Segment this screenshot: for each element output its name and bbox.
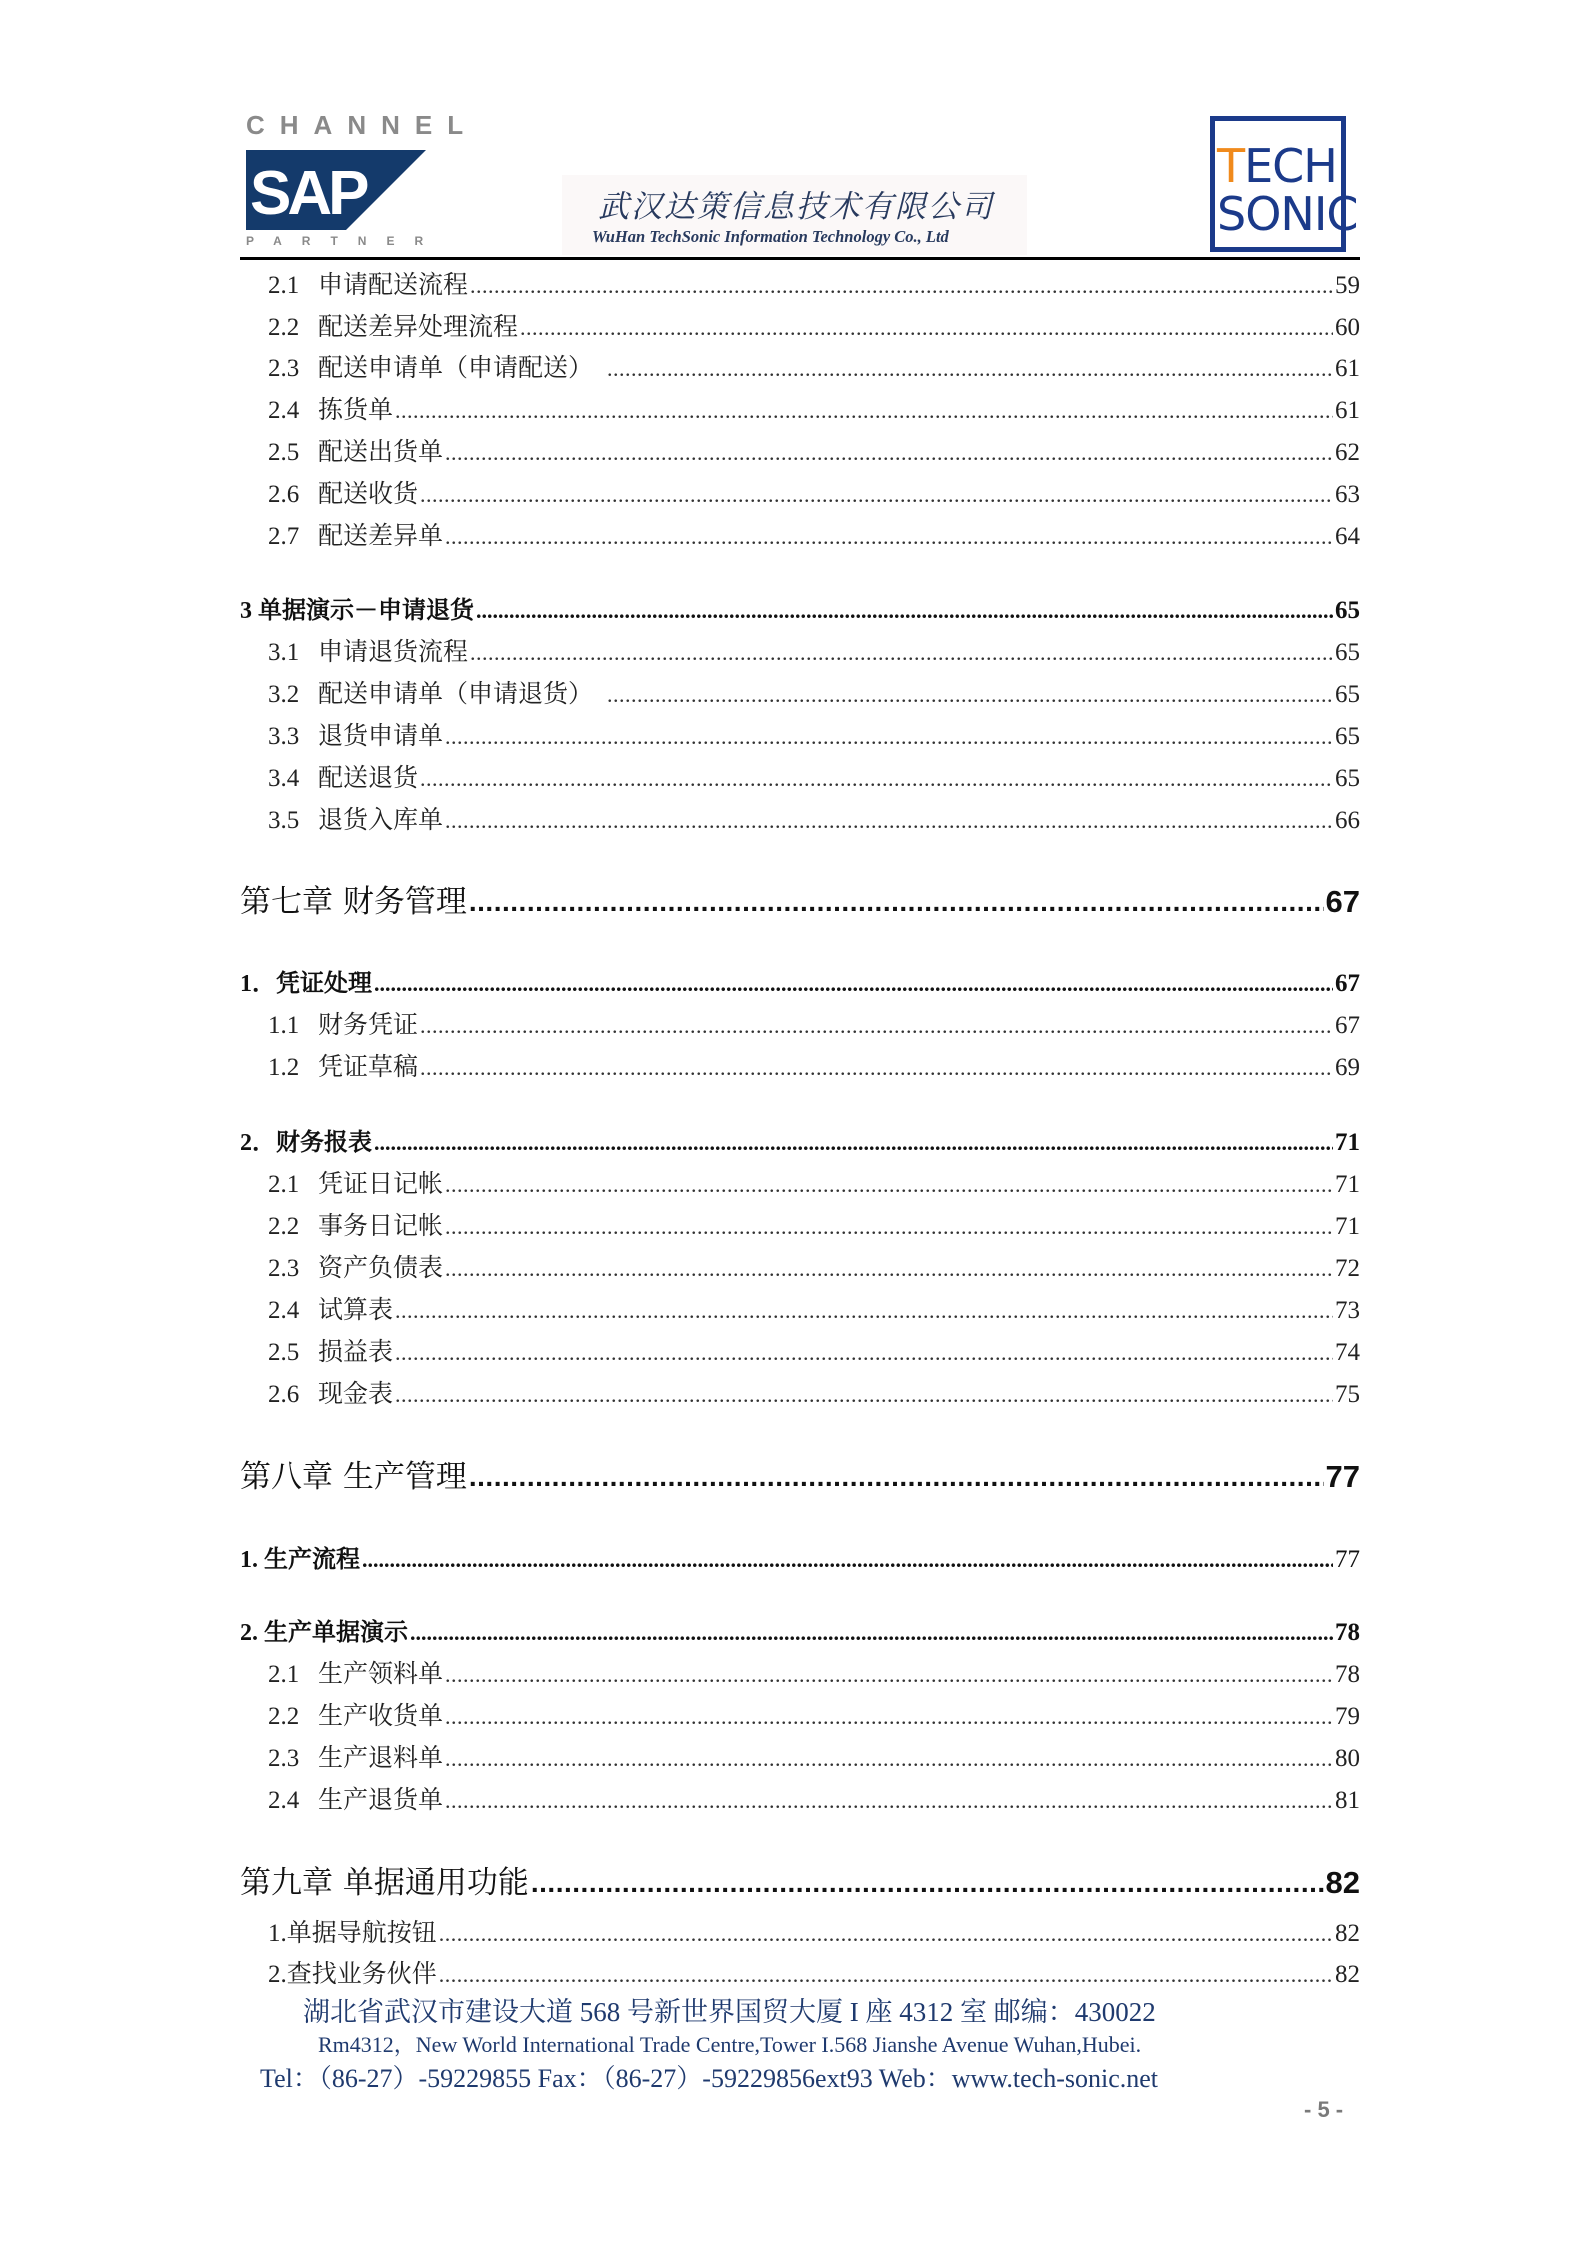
toc-chapter-page: 77 <box>1325 1459 1360 1494</box>
toc-entry-title: 拣货单 <box>318 397 394 424</box>
toc-leader-dots <box>476 595 1333 627</box>
toc-entry-title: 申请配送流程 <box>318 272 469 299</box>
toc-entry[interactable] <box>240 1651 1360 1691</box>
toc-section-page: 67 <box>1335 970 1360 997</box>
toc-entry[interactable] <box>240 1044 1360 1084</box>
toc-section-title: 1．凭证处理 <box>240 971 372 997</box>
toc-leader-dots <box>607 679 1333 711</box>
toc-leader-dots <box>445 1659 1333 1691</box>
toc-leader-dots <box>445 1211 1333 1243</box>
toc-entry-page: 64 <box>1335 523 1360 550</box>
toc-leader-dots <box>395 1379 1333 1411</box>
toc-entry-number: 2.5 <box>268 1339 300 1366</box>
toc-entry[interactable] <box>240 1002 1360 1042</box>
toc-entry-title: 退货入库单 <box>318 807 444 834</box>
toc-section-heading[interactable] <box>240 960 1360 1000</box>
techsonic-logo-line1-rest: ECH <box>1244 139 1337 193</box>
toc-entry[interactable] <box>240 429 1360 469</box>
toc-leader-dots <box>395 1295 1333 1327</box>
toc-entry-number: 3.4 <box>268 765 300 792</box>
toc-entry-number: 3.2 <box>268 681 300 708</box>
toc-entry-title: 配送退货 <box>318 765 419 792</box>
toc-leader-dots <box>470 637 1333 669</box>
toc-entry-number: 2.2 <box>268 314 300 341</box>
svg-text:SAP: SAP <box>250 159 366 228</box>
toc-entry-number: 1.1 <box>268 1012 300 1039</box>
toc-entry-page: 71 <box>1335 1213 1360 1240</box>
footer-address-en: Rm4312，New World International Trade Centre,Tower I.568 Jianshe Avenue Wuhan,Hubei. <box>318 2032 1142 2057</box>
toc-leader-dots <box>445 721 1333 753</box>
techsonic-logo <box>1210 116 1358 252</box>
toc-leader-dots <box>445 437 1333 469</box>
techsonic-logo-line2: SONIC <box>1217 187 1358 241</box>
toc-entry-title: 退货申请单 <box>318 723 444 750</box>
toc-entry-title: 损益表 <box>318 1339 394 1366</box>
toc-entry-title: 配送差异单 <box>318 523 444 550</box>
toc-entry-page: 73 <box>1335 1297 1360 1324</box>
toc-entry[interactable] <box>240 1245 1360 1285</box>
toc-entry-number: 2.1 <box>268 1171 300 1198</box>
toc-entry[interactable] <box>240 304 1360 344</box>
toc-section-title: 1. 生产流程 <box>240 1547 360 1573</box>
toc-leader-dots <box>445 1701 1333 1733</box>
toc-entry[interactable] <box>240 345 1360 385</box>
toc-chapter-page: 82 <box>1325 1865 1360 1900</box>
toc-entry-number: 2.2 <box>268 1703 300 1730</box>
toc-entry-page: 61 <box>1335 355 1360 382</box>
toc-chapter-title: 第九章 单据通用功能 <box>240 1865 529 1901</box>
toc-entry-title: 配送申请单（申请配送） <box>318 355 594 382</box>
toc-entry[interactable] <box>240 1371 1360 1411</box>
toc-leader-dots <box>420 479 1333 511</box>
toc-leader-dots <box>362 1544 1333 1576</box>
toc-entry-number: 3.3 <box>268 723 300 750</box>
toc-entry-title: 申请退货流程 <box>318 639 469 666</box>
toc-leader-dots <box>439 1918 1333 1950</box>
toc-leader-dots <box>410 1617 1333 1649</box>
toc-entry-number: 2.7 <box>268 523 300 550</box>
toc-section-page: 77 <box>1335 1546 1360 1573</box>
toc-entry-number: 3.5 <box>268 807 300 834</box>
toc-entry-page: 65 <box>1335 765 1360 792</box>
toc-entry-page: 65 <box>1335 681 1360 708</box>
toc-entry[interactable] <box>240 1287 1360 1327</box>
toc-leader-dots <box>531 1863 1324 1903</box>
toc-entry-page: 69 <box>1335 1054 1360 1081</box>
toc-section-heading[interactable] <box>240 587 1360 627</box>
toc-entry-page: 66 <box>1335 807 1360 834</box>
toc-chapter-page: 67 <box>1325 884 1360 919</box>
toc-entry-title: 生产退料单 <box>318 1745 444 1772</box>
toc-entry-number: 2.4 <box>268 1297 300 1324</box>
toc-entry-page: 71 <box>1335 1171 1360 1198</box>
toc-entry-title: 财务凭证 <box>318 1012 419 1039</box>
toc-leader-dots <box>445 1253 1333 1285</box>
toc-leader-dots <box>439 1959 1333 1991</box>
toc-entry-number: 2.6 <box>268 481 300 508</box>
toc-entry-page: 65 <box>1335 723 1360 750</box>
toc-leader-dots <box>469 882 1324 922</box>
company-banner <box>562 175 1027 255</box>
toc-entry[interactable] <box>240 1910 1360 1950</box>
toc-section-heading[interactable] <box>240 1536 1360 1576</box>
sap-logo-partner-text: PARTNER <box>246 234 444 248</box>
toc-entry-page: 60 <box>1335 314 1360 341</box>
techsonic-logo-accent-letter: T <box>1217 139 1245 193</box>
toc-entry-page: 62 <box>1335 439 1360 466</box>
toc-leader-dots <box>395 1337 1333 1369</box>
toc-entry[interactable] <box>240 1161 1360 1201</box>
toc-entry-number: 2.6 <box>268 1381 300 1408</box>
toc-entry-title: 现金表 <box>318 1381 394 1408</box>
toc-entry-page: 78 <box>1335 1661 1360 1688</box>
toc-leader-dots <box>520 312 1333 344</box>
toc-chapter-title: 第八章 生产管理 <box>240 1459 467 1495</box>
toc-entry-page: 59 <box>1335 272 1360 299</box>
toc-leader-dots <box>445 1169 1333 1201</box>
toc-entry-number: 2.1 <box>268 272 300 299</box>
toc-entry[interactable] <box>240 471 1360 511</box>
toc-entry-page: 72 <box>1335 1255 1360 1282</box>
toc-entry-page: 63 <box>1335 481 1360 508</box>
toc-entry-title: 配送差异处理流程 <box>318 314 519 341</box>
toc-entry-page: 61 <box>1335 397 1360 424</box>
toc-entry-number: 3.1 <box>268 639 300 666</box>
toc-entry-title: 配送出货单 <box>318 439 444 466</box>
toc-entry-number: 1.2 <box>268 1054 300 1081</box>
toc-section-heading[interactable] <box>240 1119 1360 1159</box>
toc-entry-number: 2.2 <box>268 1213 300 1240</box>
toc-chapter-heading[interactable] <box>240 1457 1360 1497</box>
toc-entry-number: 2.3 <box>268 1255 300 1282</box>
toc-leader-dots <box>420 1010 1333 1042</box>
toc-leader-dots <box>470 270 1333 302</box>
toc-section-title: 3 单据演示－申请退货 <box>240 598 474 624</box>
toc-entry-title: 生产领料单 <box>318 1661 444 1688</box>
company-name-en: WuHan TechSonic Information Technology Co., Ltd <box>592 227 949 246</box>
toc-entry-number: 2.4 <box>268 1787 300 1814</box>
techsonic-logo-line1 <box>1217 141 1347 191</box>
footer-contact: Tel：（86-27）-59229855 Fax：（86-27）-59229856ext93 Web：www.tech-sonic.net <box>260 2064 1159 2093</box>
toc-entry[interactable] <box>240 797 1360 837</box>
toc-entry-title: 1.单据导航按钮 <box>268 1920 437 1947</box>
toc-entry-page: 82 <box>1335 1961 1360 1988</box>
toc-leader-dots <box>395 395 1333 427</box>
toc-entry[interactable] <box>240 262 1360 302</box>
toc-leader-dots <box>374 1127 1333 1159</box>
toc-entry-title: 资产负债表 <box>318 1255 444 1282</box>
toc-section-page: 78 <box>1335 1619 1360 1646</box>
toc-entry-page: 75 <box>1335 1381 1360 1408</box>
toc-entry-number: 2.3 <box>268 1745 300 1772</box>
toc-entry-title: 事务日记帐 <box>318 1213 444 1240</box>
toc-entry-title: 凭证草稿 <box>318 1054 419 1081</box>
toc-entry-page: 67 <box>1335 1012 1360 1039</box>
toc-leader-dots <box>420 763 1333 795</box>
toc-entry-page: 82 <box>1335 1920 1360 1947</box>
toc-entry-page: 74 <box>1335 1339 1360 1366</box>
toc-entry-number: 2.3 <box>268 355 300 382</box>
toc-entry[interactable] <box>240 387 1360 427</box>
toc-leader-dots <box>445 1785 1333 1817</box>
toc-chapter-heading[interactable] <box>240 882 1360 922</box>
toc-leader-dots <box>469 1457 1324 1497</box>
sap-channel-partner-logo <box>246 110 479 255</box>
toc-entry[interactable] <box>240 1329 1360 1369</box>
toc-entry[interactable] <box>240 513 1360 553</box>
sap-logo-icon <box>246 150 426 230</box>
toc-leader-dots <box>445 521 1333 553</box>
toc-entry-title: 试算表 <box>318 1297 394 1324</box>
sap-logo-channel-text: CHANNEL <box>246 110 479 140</box>
footer-address-cn: 湖北省武汉市建设大道 568 号新世界国贸大厦 I 座 4312 室 邮编：430022 <box>303 1997 1156 2027</box>
page-number: - 5 - <box>1304 2097 1344 2122</box>
toc-section-title: 2．财务报表 <box>240 1130 372 1156</box>
toc-entry[interactable] <box>240 713 1360 753</box>
toc-entry-page: 81 <box>1335 1787 1360 1814</box>
toc-entry-number: 2.4 <box>268 397 300 424</box>
header-divider <box>240 257 1360 260</box>
toc-entry-title: 生产退货单 <box>318 1787 444 1814</box>
toc-leader-dots <box>445 805 1333 837</box>
toc-entry[interactable] <box>240 1203 1360 1243</box>
toc-section-page: 65 <box>1335 597 1360 624</box>
toc-entry[interactable] <box>240 1951 1360 1991</box>
toc-entry[interactable] <box>240 755 1360 795</box>
toc-entry[interactable] <box>240 1777 1360 1817</box>
toc-entry[interactable] <box>240 671 1360 711</box>
toc-section-heading[interactable] <box>240 1609 1360 1649</box>
toc-entry-title: 配送申请单（申请退货） <box>318 681 594 708</box>
toc-entry-page: 79 <box>1335 1703 1360 1730</box>
toc-entry[interactable] <box>240 629 1360 669</box>
toc-entry-title: 2.查找业务伙伴 <box>268 1961 437 1988</box>
toc-chapter-heading[interactable] <box>240 1863 1360 1903</box>
toc-entry-number: 2.5 <box>268 439 300 466</box>
toc-entry-page: 65 <box>1335 639 1360 666</box>
toc-leader-dots <box>420 1052 1333 1084</box>
toc-entry-title: 凭证日记帐 <box>318 1171 444 1198</box>
toc-entry-title: 配送收货 <box>318 481 419 508</box>
company-name-cn: 武汉达策信息技术有限公司 <box>598 189 994 225</box>
toc-chapter-title: 第七章 财务管理 <box>240 884 467 920</box>
toc-leader-dots <box>445 1743 1333 1775</box>
toc-entry[interactable] <box>240 1735 1360 1775</box>
toc-entry-number: 2.1 <box>268 1661 300 1688</box>
toc-section-title: 2. 生产单据演示 <box>240 1620 408 1646</box>
toc-entry-page: 80 <box>1335 1745 1360 1772</box>
toc-leader-dots <box>607 353 1333 385</box>
toc-entry[interactable] <box>240 1693 1360 1733</box>
toc-leader-dots <box>374 968 1333 1000</box>
toc-section-page: 71 <box>1335 1129 1360 1156</box>
toc-entry-title: 生产收货单 <box>318 1703 444 1730</box>
